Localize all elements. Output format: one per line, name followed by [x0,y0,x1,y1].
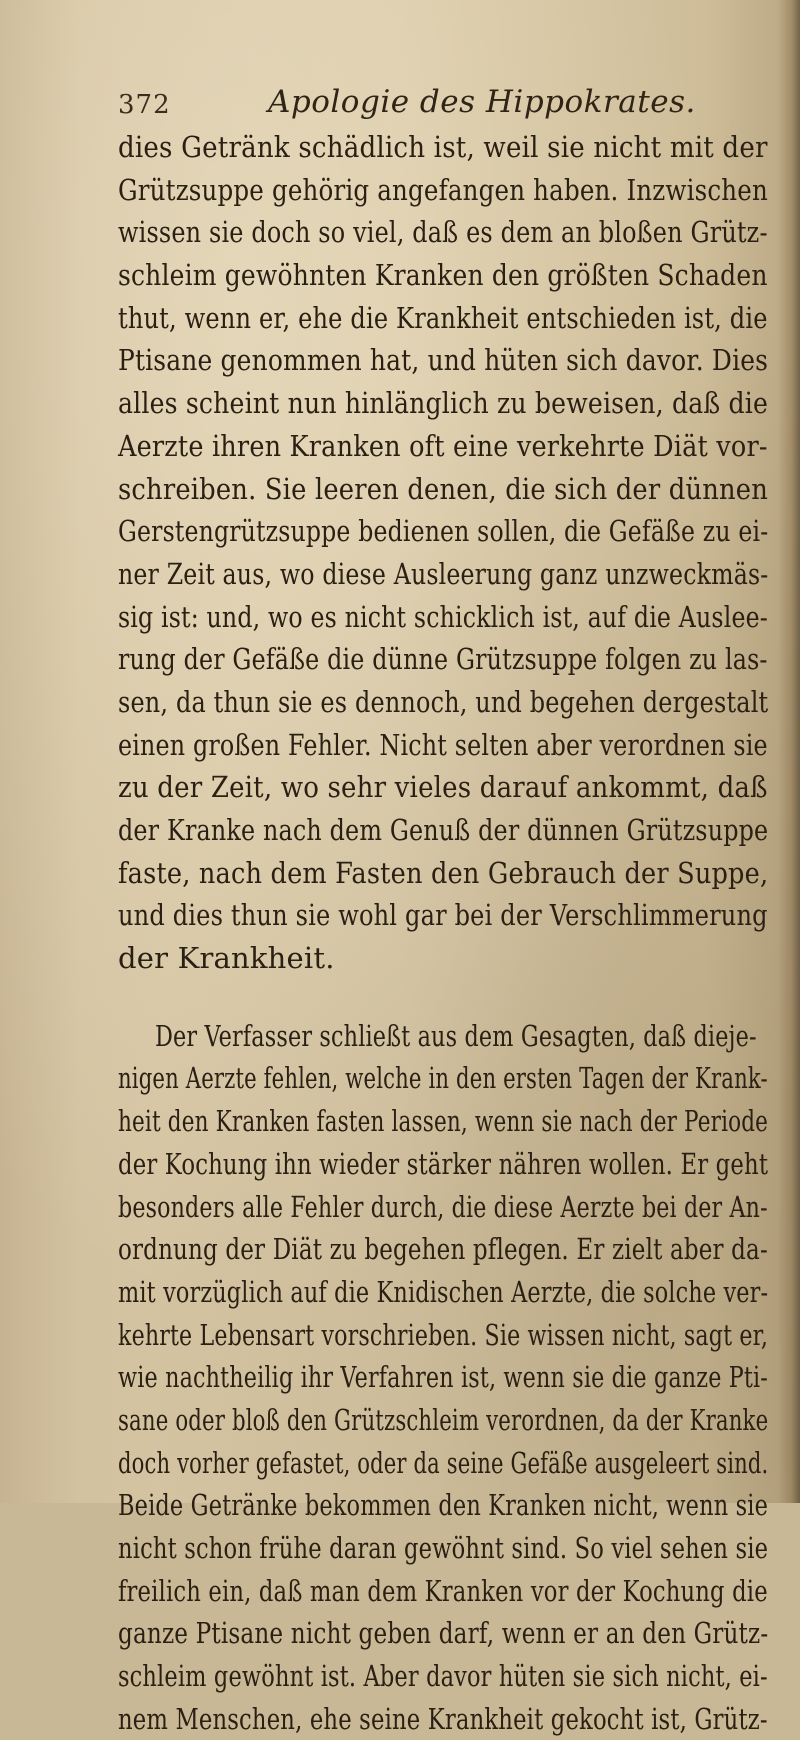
paragraph-spacer [118,980,768,1015]
text-line: thut, wenn er, ehe die Krankheit entschieden ist, die [118,300,768,335]
page-number: 372 [118,90,171,120]
text-line: nem Menschen, ehe seine Krankheit gekocht ist, Grütz- [118,1701,768,1736]
text-line: heit den Kranken fasten lassen, wenn sie nach der Periode [118,1104,769,1139]
text-line: sen, da thun sie es dennoch, und begehen dergestalt [118,684,769,719]
text-line: sane oder bloß den Grützschleim verordnen, da der Kranke [118,1402,769,1437]
text-line: rung der Gefäße die dünne Grützsuppe folgen zu las- [118,642,768,677]
text-line: nigen Aerzte fehlen, welche in den ersten Tagen der Krank- [118,1061,768,1096]
text-line: der Kranke nach dem Genuß der dünnen Grützsuppe [118,813,769,847]
text-line: wie nachtheilig ihr Verfahren ist, wenn sie die ganze Pti- [118,1360,768,1395]
text-line: der Kochung ihn wieder stärker nähren wollen. Er geht [118,1146,769,1181]
text-line: schleim gewöhnt ist. Aber davor hüten sie sich nicht, ei- [118,1659,768,1694]
text-line: mit vorzüglich auf die Knidischen Aerzte, die solche ver- [118,1274,769,1309]
text-line: nicht schon frühe daran gewöhnt sind. So viel sehen sie [118,1531,769,1565]
text-line: Ptisane genommen hat, und hüten sich davor. Dies [118,343,769,378]
text-line: schreiben. Sie leeren denen, die sich der dünnen [118,471,769,506]
page-edge-shadow [778,0,800,1503]
running-head [118,84,758,128]
text-line: schleim gewöhnten Kranken den größten Schaden [118,258,768,293]
text-line: freilich ein, daß man dem Kranken vor der Kochung die [118,1573,768,1608]
text-line: faste, nach dem Fasten den Gebrauch der Suppe, [118,855,769,890]
text-line: ordnung der Diät zu begehen pflegen. Er zielt aber da- [118,1232,768,1267]
text-line: Gerstengrützsuppe bedienen sollen, die Gefäße zu ei- [118,514,769,549]
text-line: doch vorher gefastet, oder da seine Gefäße ausgeleert sind. [118,1445,769,1480]
running-title: Apologie des Hippokrates. [268,84,696,120]
text-line: wissen sie doch so viel, daß es dem an bloßen Grütz- [118,215,768,250]
text-line: sig ist: und, wo es nicht schicklich ist, auf die Auslee- [118,599,768,634]
text-line: Der Verfasser schließt aus dem Gesagten, daß dieje- [154,1018,757,1053]
text-line: und dies thun sie wohl gar bei der Verschlimmerung [118,898,768,933]
text-line: Aerzte ihren Kranken oft eine verkehrte Diät vor- [118,428,768,463]
text-line: Beide Getränke bekommen den Kranken nicht, wenn sie [118,1488,769,1523]
text-line: einen großen Fehler. Nicht selten aber verordnen sie [118,727,768,762]
text-line: kehrte Lebensart vorschrieben. Sie wissen nicht, sagt er, [118,1317,769,1352]
text-line: der Krankheit. [118,941,335,976]
text-line: ner Zeit aus, wo diese Ausleerung ganz unzweckmäs- [118,556,769,591]
paragraph-1 [118,126,768,980]
text-line: besonders alle Fehler durch, die diese Aerzte bei der An- [118,1189,768,1224]
text-line: Grützsuppe gehörig angefangen haben. Inzwischen [118,172,768,207]
paragraph-2 [118,1015,768,1740]
text-line: alles scheint nun hinlänglich zu beweisen, daß die [118,386,769,421]
text-line: dies Getränk schädlich ist, weil sie nicht mit der [118,130,768,164]
text-line: zu der Zeit, wo sehr vieles darauf ankommt, daß [118,770,768,805]
body-text [118,126,768,1740]
text-line: ganze Ptisane nicht geben darf, wenn er an den Grütz- [118,1616,769,1651]
